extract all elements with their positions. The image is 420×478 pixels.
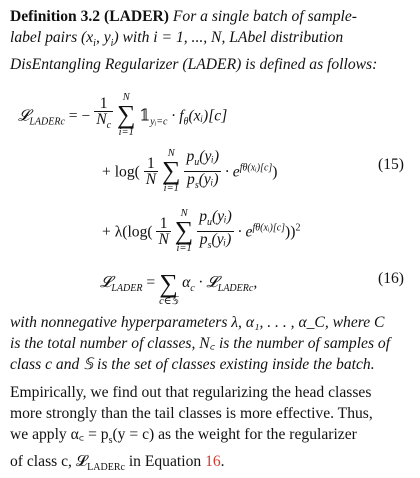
- sum-lower: i=1: [118, 127, 134, 138]
- math-term: + log(: [102, 163, 140, 181]
- math-term: · e: [237, 223, 253, 241]
- math-term: α: [182, 274, 191, 292]
- equals-sign: =: [146, 274, 156, 292]
- fraction: $\frac{p_u(yᵢ)}{p_s(yᵢ)}$: [199, 208, 232, 251]
- equation-15-line-1: 𝓛$_{LADERc}$ = − $\frac{1}{N_c}$ N ∑ i=1 $𝟙_{yᵢ=c}$ · $f_\theta(xᵢ)[c]$: [18, 92, 228, 138]
- math-term: (xᵢ)[c]: [188, 107, 228, 125]
- definition-continuation: [10, 312, 410, 375]
- text-line: of class c, 𝓛$_{LADERc}$ in Equation 16.: [10, 453, 225, 474]
- math-term: · 𝓛: [198, 274, 218, 292]
- math-superscript: fθ(xᵢ)[c]: [239, 162, 273, 174]
- equation-reference-link[interactable]: 16: [205, 453, 221, 471]
- text-line: class c and 𝕊 is the set of classes existing inside the batch.: [10, 356, 375, 373]
- equation-number-16: (16): [378, 270, 404, 287]
- fraction: [144, 156, 158, 187]
- equation-16: [10, 262, 410, 308]
- definition-text: ) with: [113, 29, 154, 46]
- text-line: with nonnegative hyperparameters λ, α₁, . . . , α_C, where C: [10, 314, 385, 331]
- math-term: )): [285, 223, 296, 241]
- definition-heading: Definition 3.2 (LADER): [10, 8, 169, 25]
- definition-line-2: label pairs ($x_i$, $y_i$) with i = 1, ..., N, LAbel distribution: [10, 29, 344, 50]
- math-superscript: fθ(xᵢ)[c]: [252, 222, 286, 234]
- text-line: we apply α꜀ = $p_s(y = c)$ as the weight for the regularizer: [10, 426, 357, 447]
- fraction-denominator: N: [145, 170, 157, 188]
- lhs-subscript: LADER: [111, 283, 143, 295]
- math-symbol: i: [153, 29, 158, 46]
- fraction-denominator: N: [158, 230, 169, 248]
- math-subscript: LADERc: [217, 283, 254, 295]
- math-term: · e: [224, 163, 240, 181]
- sum-lower: i=1: [176, 243, 192, 254]
- sum-lower: c∈𝕊: [159, 296, 179, 307]
- indicator-symbol: 𝟙: [139, 107, 151, 125]
- math-superscript: 2: [295, 222, 301, 234]
- text-line: Empirically, we find out that regularizing the head classes: [10, 384, 372, 401]
- math-subscript: θ: [183, 116, 189, 128]
- math-subscript: c: [190, 283, 195, 295]
- math-term: ): [272, 163, 278, 181]
- fraction: [94, 96, 113, 133]
- lhs-symbol: 𝓛: [100, 274, 112, 292]
- sum-upper: N: [122, 92, 130, 103]
- sum-lower: i=1: [163, 183, 179, 194]
- math-term: · f: [171, 107, 184, 125]
- definition-line-1: [10, 6, 410, 27]
- definition-line-3: DisEntangling Regularizer (LADER) is defined as follows:: [10, 56, 378, 74]
- fraction-numerator: 1: [147, 154, 155, 172]
- definition-text: ,: [95, 29, 104, 46]
- equation-15-line-2: [10, 140, 410, 192]
- lhs-subscript: LADERc: [29, 116, 65, 128]
- definition-text: label pairs (: [10, 29, 87, 46]
- summation: N ∑ i=1: [116, 92, 136, 138]
- definition-paragraph: [10, 6, 410, 75]
- equation-15-line-3: [10, 200, 410, 252]
- fraction: [156, 216, 170, 247]
- definition-text: = 1, ..., N, LAbel distribution: [157, 29, 344, 46]
- math-symbol: x: [86, 29, 94, 46]
- indicator-subscript: yᵢ=c: [150, 116, 168, 128]
- text-line: is the total number of classes, N꜀ is the number of samples of: [10, 335, 391, 352]
- fraction-denominator: $N_c$: [96, 111, 112, 132]
- body-paragraph: [10, 382, 410, 478]
- fraction: $\frac{p_u(yᵢ)}{p_s(yᵢ)}$: [186, 148, 220, 191]
- lhs-symbol: 𝓛: [18, 107, 30, 125]
- math-term: + λ(log(: [102, 223, 153, 241]
- summation: N ∑ i=1: [174, 208, 194, 254]
- math-term: ,: [253, 274, 258, 292]
- equation-number-15: (15): [378, 156, 404, 173]
- text-line: more strongly than the tail classes is more effective. Thus,: [10, 405, 373, 422]
- sum-upper: N: [167, 148, 175, 159]
- sum-upper: N: [180, 208, 188, 219]
- definition-text: For a single batch of sample-: [172, 8, 357, 25]
- fraction-numerator: 1: [159, 214, 168, 232]
- math-symbol: y: [103, 29, 111, 46]
- summation: N ∑ i=1: [162, 148, 181, 194]
- summation: ∑ c∈𝕊: [159, 269, 179, 307]
- fraction-numerator: 1: [99, 95, 108, 113]
